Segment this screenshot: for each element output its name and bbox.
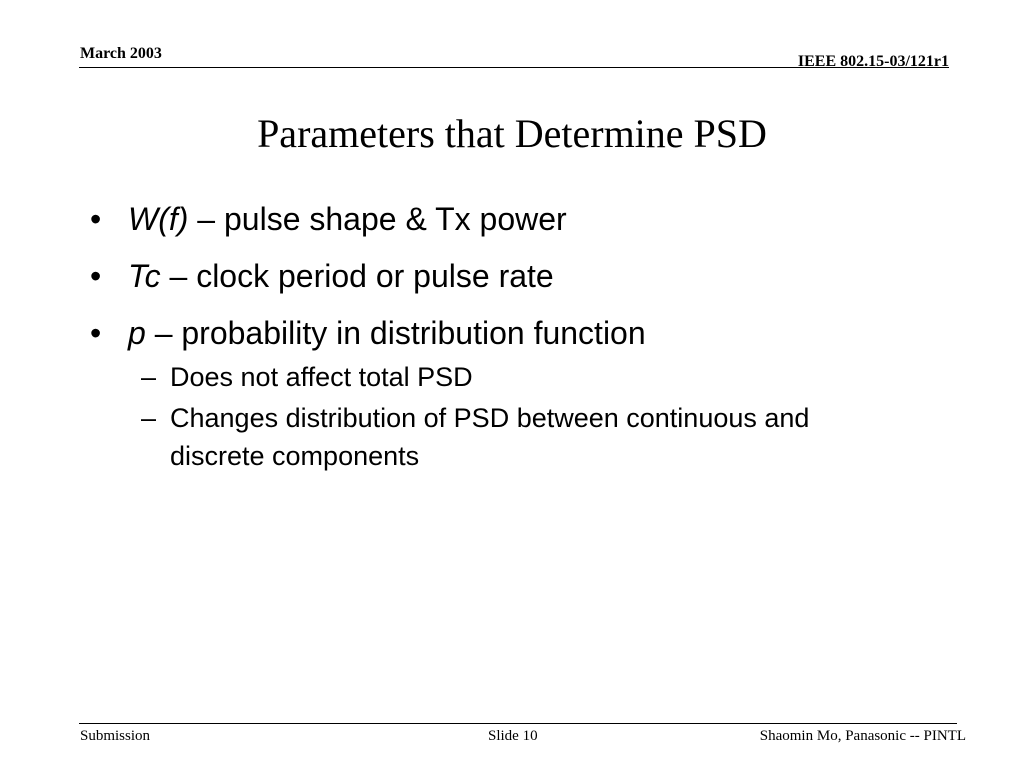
bullet-term: p	[128, 315, 146, 351]
bullet-term: W(f)	[128, 201, 189, 237]
header-date: March 2003	[80, 45, 162, 62]
slide-body	[90, 196, 950, 478]
sub-bullet-text: Does not affect total PSD	[170, 362, 473, 392]
bullet-text: – probability in distribution function	[145, 315, 646, 351]
header-rule	[79, 67, 949, 68]
sub-bullet-item	[90, 399, 870, 475]
bullet-item	[90, 253, 950, 299]
bullet-item	[90, 310, 950, 356]
sub-bullet-text: Changes distribution of PSD between continuous and discrete components	[170, 403, 810, 471]
bullet-marker: •	[90, 315, 102, 351]
bullet-text: – clock period or pulse rate	[160, 258, 554, 294]
slide-title: Parameters that Determine PSD	[257, 111, 767, 156]
footer-author: Shaomin Mo, Panasonic -- PINTL	[759, 728, 966, 744]
bullet-term: Tc	[128, 258, 161, 294]
footer-slide-number: Slide 10	[488, 728, 538, 744]
bullet-text: – pulse shape & Tx power	[188, 201, 567, 237]
footer-rule	[79, 723, 957, 724]
sub-bullet-item	[90, 358, 870, 396]
footer-submission: Submission	[80, 728, 151, 744]
bullet-marker: •	[90, 258, 102, 294]
bullet-item	[90, 196, 950, 242]
sub-bullet-marker: –	[141, 362, 157, 392]
bullet-marker: •	[90, 201, 102, 237]
sub-bullet-marker: –	[141, 403, 157, 433]
header-doc-id: IEEE 802.15-03/121r1	[797, 53, 949, 70]
